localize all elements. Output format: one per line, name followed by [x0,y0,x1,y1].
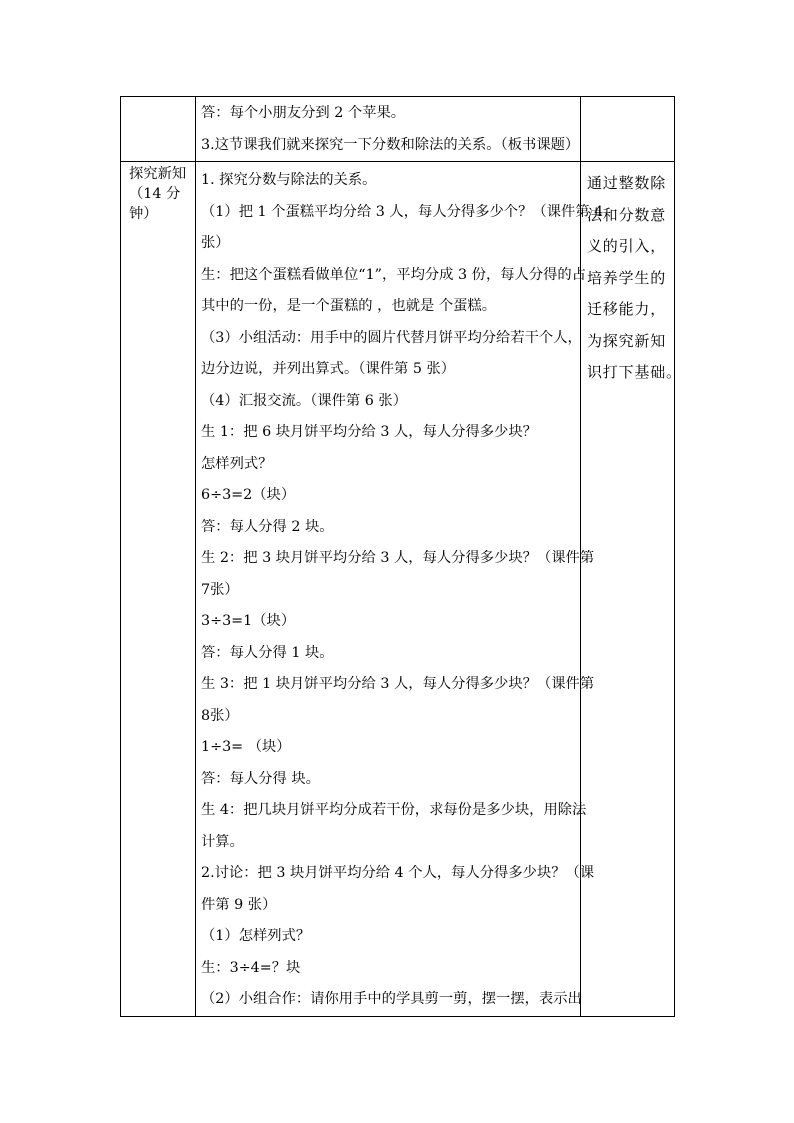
content-line: 其中的一份，是一个蛋糕的 ，也就是 个蛋糕。 [201,298,497,314]
content-line: 答：每人分得 块。 [201,770,320,787]
content-line: （1）把 1 个蛋糕平均分给 3 人，每人分得多少个？（课件第 4 [201,203,604,220]
design-note-line: 识打下基础。 [587,363,682,381]
content-line: 2.讨论：把 3 块月饼平均分给 4 个人，每人分得多少块？（课 [201,865,595,881]
design-note-line: 为探究新知 [587,331,667,350]
content-line: 生：把这个蛋糕看做单位“1”，平均分成 3 份，每人分得的占 [201,266,587,283]
section-label: 探究新知 [129,166,187,182]
topic-line: 3.这节课我们就来探究一下分数和除法的关系。（板书课题） [201,136,580,153]
content-line: 计算。 [201,833,244,850]
content-line: 1÷3= （块） [201,739,291,755]
empty-label-cell [121,97,196,162]
content-line: （4）汇报交流。（课件第 6 张） [201,392,407,409]
intro-row [121,97,675,162]
content-line: 生 1：把 6 块月饼平均分给 3 人，每人分得多少块？ [201,424,537,440]
lesson-plan-table [120,96,682,1017]
content-line: （3）小组活动：用手中的圆片代替月饼平均分给若干个人， [201,329,582,346]
design-note-cell [581,162,682,1017]
content-line: （1）怎样列式？ [201,928,311,944]
content-lines [196,162,604,1016]
content-line: 8张） [201,707,239,724]
content-line: 件第 9 张） [201,896,277,913]
content-line: 生：3÷4=？块 [201,959,301,976]
design-note-line: 培养学生的 [587,268,667,287]
section-duration: （14 分钟） [129,186,181,222]
empty-note-cell [581,97,675,162]
content-line: 怎样列式？ [201,455,273,472]
explore-row [121,162,675,1017]
design-note-line: 法和分数意 [587,205,667,224]
content-line: 3÷3=1（块） [201,613,296,629]
content-line: 生 4：把几块月饼平均分成若干份，求每份是多少块，用除法 [201,802,587,818]
content-line: 答：每人分得 1 块。 [201,644,334,661]
intro-content-cell [196,97,581,162]
content-line: 1. 探究分数与除法的关系。 [201,172,377,188]
content-line: 生 3：把 1 块月饼平均分给 3 人，每人分得多少块？（课件第 [201,676,595,692]
design-note-line: 通过整数除 [587,174,667,192]
design-note-line: 迁移能力， [587,300,667,318]
content-line: 边分边说，并列出算式。（课件第 5 张） [201,361,456,377]
explore-content-cell [196,162,604,1017]
content-line: 6÷3=2（块） [201,487,296,503]
section-label-cell [121,162,196,1017]
content-line: 生 2：把 3 块月饼平均分给 3 人，每人分得多少块？（课件第 [201,550,595,566]
content-line: 答：每人分得 2 块。 [201,518,334,535]
answer-line: 答：每个小朋友分到 2 个苹果。 [201,105,406,121]
design-note [581,162,682,389]
content-line: 7张） [201,581,239,598]
design-note-line: 义的引入， [587,237,667,255]
content-line: 张） [201,235,230,251]
content-line: （2）小组合作：请你用手中的学具剪一剪，摆一摆，表示出 [201,991,582,1007]
